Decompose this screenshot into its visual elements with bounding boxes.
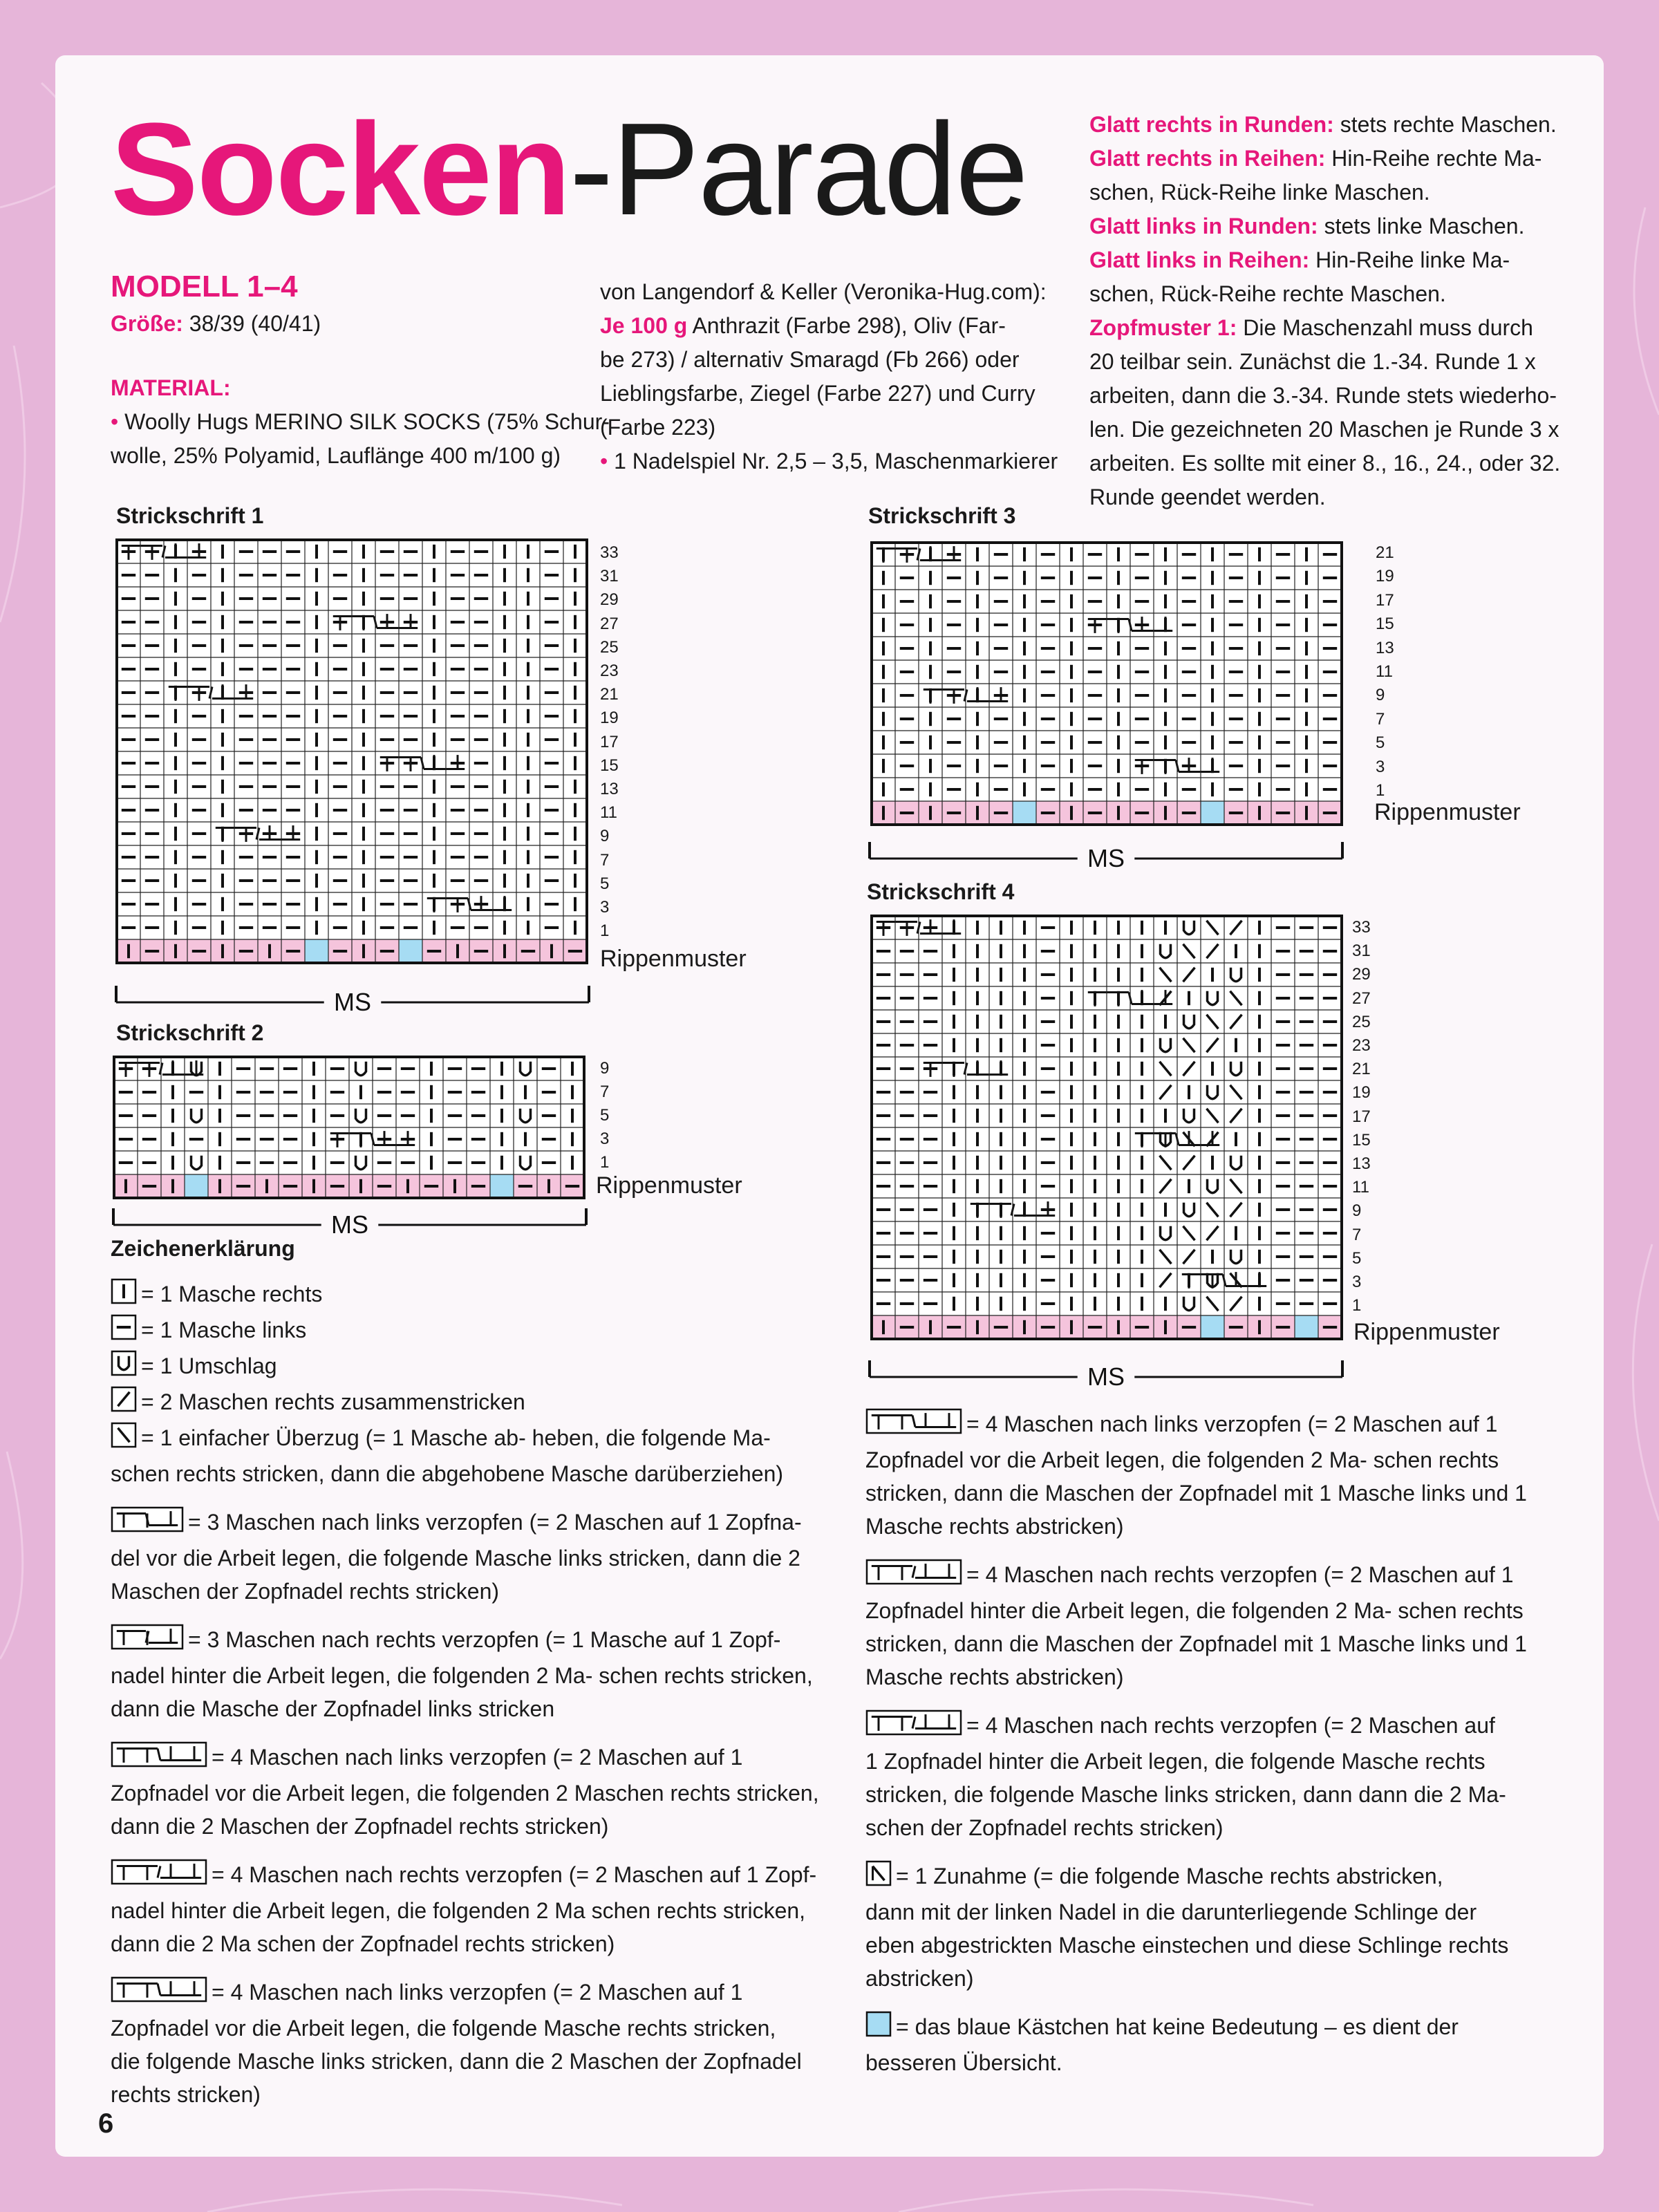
legend-item-c4rp	[865, 1558, 1557, 1694]
legend-item-yarnover	[111, 1349, 843, 1385]
size-label: Größe:	[111, 311, 183, 336]
pattern-line: arbeiten, dann die 3.-34. Runde stets wiederho-	[1089, 383, 1557, 408]
pattern-line: Runde geendet werden.	[1089, 485, 1326, 509]
chart-row-number: 17	[1352, 1107, 1371, 1126]
legend-text: = das blaue Kästchen hat keine Bedeutung – es dient der	[896, 2014, 1459, 2040]
pattern-bold: Glatt links in Runden:	[1089, 214, 1318, 238]
ms-bracket-svg	[868, 1356, 1344, 1391]
legend-right	[865, 1407, 1557, 2079]
chart4-grid	[870, 914, 1344, 1344]
rib-cell	[185, 1174, 208, 1198]
material-col2	[600, 275, 1058, 478]
skp-symbol-icon	[111, 1422, 137, 1457]
legend-item-c4l	[111, 1741, 843, 1843]
chart-row-number: 1	[600, 1153, 610, 1172]
pattern-line	[1089, 311, 1560, 345]
legend-item-c4lp-right	[865, 1407, 1557, 1543]
chart-row-number: 31	[1352, 941, 1371, 961]
chart-row-number: 3	[1352, 1273, 1362, 1291]
ms-bracket-svg	[115, 982, 590, 1016]
legend-text: stricken, die folgende Masche links stricken, dann dann die 2 Ma-	[865, 1782, 1506, 1808]
chart-row-number: 23	[600, 662, 619, 680]
size-line	[111, 307, 610, 341]
legend-text: eben abgestrickten Masche einstechen und diese Schlinge rechts	[865, 1933, 1509, 1958]
chart-row-number: 19	[600, 709, 619, 728]
chart-row-number: 9	[1352, 1201, 1362, 1221]
chart-row-number: 13	[600, 780, 619, 798]
rib-cell	[1295, 1315, 1318, 1339]
increase-symbol-icon	[865, 1860, 892, 1895]
legend-text: besseren Übersicht.	[865, 2050, 1062, 2076]
legend-item-c4r	[111, 1858, 843, 1960]
pattern-line	[1089, 243, 1560, 277]
chart-row-number: 15	[1376, 615, 1394, 634]
legend-text: dann die 2 Maschen der Zopfnadel rechts stricken)	[111, 1814, 609, 1839]
chart-row-number: 17	[1376, 590, 1394, 610]
title-socken: Socken	[111, 96, 570, 243]
page-number: 6	[98, 2108, 114, 2139]
chart-row-number: 25	[1352, 1012, 1371, 1031]
material-line: Woolly Hugs MERINO SILK SOCKS (75% Schur-	[118, 409, 610, 434]
knitting-chart-svg	[870, 914, 1344, 1341]
yarnover-symbol-icon	[111, 1350, 137, 1385]
chart-row-number: 13	[1376, 638, 1394, 657]
rib-cell	[1013, 801, 1036, 825]
chart-row-number: 3	[600, 898, 610, 917]
legend-text: Zopfnadel vor die Arbeit legen, die folgenden 2 Maschen rechts stricken,	[111, 1781, 819, 1806]
chart-row-number: 15	[1352, 1130, 1371, 1150]
chart-row-number: 27	[1352, 988, 1371, 1008]
pattern-text: Die Maschenzahl muss durch	[1237, 315, 1533, 340]
legend-text: die folgende Masche links stricken, dann die 2 Maschen der Zopfnadel	[111, 2049, 802, 2074]
pattern-text: stets linke Maschen.	[1318, 214, 1525, 238]
material-line: von Langendorf & Keller (Veronika-Hug.com):	[600, 279, 1047, 304]
legend-text: Zopfnadel hinter die Arbeit legen, die folgenden 2 Ma- schen rechts	[865, 1598, 1524, 1624]
legend-text: dann mit der linken Nadel in die darunterliegende Schlinge der	[865, 1900, 1477, 1925]
pattern-descriptions	[1089, 108, 1560, 514]
legend-text: schen der Zopfnadel rechts stricken)	[865, 1815, 1224, 1841]
cable-4-left-symbol-icon	[111, 1741, 207, 1777]
legend-text: = 1 Masche rechts	[141, 1282, 323, 1306]
material-line	[600, 309, 1058, 343]
chart-row-number: 13	[1352, 1154, 1371, 1173]
chart-row-number: 7	[600, 1082, 610, 1101]
chart1-ms-bracket	[115, 982, 590, 1016]
legend-text: = 2 Maschen rechts zusammenstricken	[141, 1389, 525, 1415]
legend-text: = 1 Masche links	[141, 1318, 307, 1343]
chart-row-number: 1	[1352, 1296, 1362, 1315]
legend-text: stricken, dann die Maschen der Zopfnadel mit 1 Masche links und 1	[865, 1631, 1527, 1657]
legend-text: Zopfnadel vor die Arbeit legen, die folgende Masche rechts stricken,	[111, 2016, 776, 2041]
rib-cell	[399, 939, 422, 963]
legend-text: del vor die Arbeit legen, die folgende Masche links stricken, dann die 2	[111, 1546, 800, 1571]
legend-text: = 1 einfacher Überzug (= 1 Masche ab- heben, die folgende Ma-	[141, 1425, 771, 1451]
title-parade: -Parade	[569, 96, 1027, 243]
pattern-line: 20 teilbar sein. Zunächst die 1.-34. Runde 1 x	[1089, 349, 1536, 374]
pattern-line: schen, Rück-Reihe linke Maschen.	[1089, 180, 1430, 205]
cable-4-left-purl-symbol-icon	[111, 1976, 207, 2012]
size-value: 38/39 (40/41)	[182, 311, 321, 336]
chart-row-number: 9	[600, 827, 610, 846]
chart2-rib-label: Rippenmuster	[596, 1172, 742, 1199]
legend-heading: Zeichenerklärung	[111, 1236, 295, 1261]
pattern-bold: Glatt rechts in Runden:	[1089, 112, 1334, 137]
ms-bracket-svg	[112, 1204, 588, 1239]
legend-item-c4lp	[111, 1976, 843, 2111]
chart-row-number: 5	[600, 874, 610, 893]
bullet: •	[600, 449, 608, 474]
pattern-text: Hin-Reihe rechte Ma-	[1325, 146, 1542, 171]
pattern-bold: Zopfmuster 1:	[1089, 315, 1237, 340]
legend-item-increase	[865, 1859, 1557, 1995]
chart4-rib-label: Rippenmuster	[1353, 1319, 1500, 1345]
chart-row-number: 1	[600, 921, 610, 941]
blue-box-icon	[865, 2011, 892, 2046]
material-line: wolle, 25% Polyamid, Lauflänge 400 m/100 g)	[111, 443, 561, 468]
legend-item-c4r-right	[865, 1709, 1557, 1844]
legend-item-purl	[111, 1313, 843, 1349]
chart-row-number: 21	[1352, 1060, 1371, 1079]
legend-text: schen rechts stricken, dann die abgehobene Masche darüberziehen)	[111, 1461, 784, 1487]
knitting-chart-svg	[870, 541, 1344, 827]
ms-label: MS	[334, 988, 371, 1016]
cable-4-left-purl-symbol-icon	[865, 1408, 962, 1443]
legend-text: nadel hinter die Arbeit legen, die folgenden 2 Ma schen rechts stricken,	[111, 1898, 806, 1924]
chart3-rib-label: Rippenmuster	[1374, 799, 1521, 825]
legend-item-blue-box	[865, 2010, 1557, 2079]
chart-row-number: 3	[600, 1130, 610, 1148]
legend-text: dann die Masche der Zopfnadel links stricken	[111, 1696, 555, 1722]
pattern-line: arbeiten. Es sollte mit einer 8., 16., 24., oder 32.	[1089, 451, 1561, 476]
chart4-ms-bracket	[868, 1356, 1344, 1391]
material-line: Lieblingsfarbe, Ziegel (Farbe 227) und Curry	[600, 381, 1035, 406]
cable-4-right-symbol-icon	[865, 1709, 962, 1745]
chart2-grid	[112, 1055, 586, 1203]
legend-text: 1 Zopfnadel hinter die Arbeit legen, die folgende Masche rechts	[865, 1749, 1485, 1774]
chart-row-number: 5	[1352, 1248, 1362, 1268]
legend-text: dann die 2 Ma schen der Zopfnadel rechts stricken)	[111, 1931, 615, 1957]
chart-row-number: 17	[600, 732, 619, 751]
pattern-line: schen, Rück-Reihe rechte Maschen.	[1089, 281, 1446, 306]
legend-text: = 4 Maschen nach rechts verzopfen (= 2 Maschen auf	[966, 1713, 1495, 1738]
chart-row-number: 9	[600, 1059, 610, 1078]
legend-text: Masche rechts abstricken)	[865, 1514, 1124, 1539]
cable-4-right-purl-symbol-icon	[865, 1559, 962, 1594]
pattern-bold: Glatt rechts in Reihen:	[1089, 146, 1326, 171]
chart-row-number: 11	[1376, 662, 1393, 681]
legend-item-c3r	[111, 1623, 843, 1725]
legend-text: = 3 Maschen nach rechts verzopfen (= 1 Masche auf 1 Zopf-	[188, 1627, 781, 1653]
legend-text: = 1 Zunahme (= die folgende Masche rechts abstricken,	[896, 1864, 1443, 1889]
pattern-text: stets rechte Maschen.	[1333, 112, 1557, 137]
legend-text: = 4 Maschen nach links verzopfen (= 2 Maschen auf 1	[212, 1980, 743, 2005]
chart-row-number: 33	[600, 543, 619, 562]
chart1-rib-label: Rippenmuster	[600, 946, 747, 972]
legend-text: = 1 Umschlag	[141, 1353, 277, 1379]
knit-symbol-icon	[111, 1278, 137, 1313]
legend-text: = 4 Maschen nach rechts verzopfen (= 2 Maschen auf 1	[966, 1562, 1514, 1588]
chart-row-number: 9	[1376, 686, 1385, 705]
chart-row-number: 7	[600, 850, 610, 870]
chart-row-number: 27	[600, 614, 619, 633]
legend-text: rechts stricken)	[111, 2082, 261, 2108]
model-block	[111, 270, 610, 473]
chart-row-number: 5	[1376, 733, 1385, 753]
chart-row-number: 19	[1376, 567, 1394, 586]
chart3-title: Strickschrift 3	[868, 503, 1016, 528]
chart3-ms-bracket	[868, 838, 1344, 872]
chart-row-number: 23	[1352, 1036, 1371, 1055]
legend-text: = 4 Maschen nach links verzopfen (= 2 Maschen auf 1	[212, 1745, 743, 1770]
ms-label: MS	[1087, 1362, 1125, 1391]
chart-row-number: 21	[1376, 543, 1394, 562]
chart-row-number: 7	[1376, 709, 1385, 729]
legend-item-c3l	[111, 1506, 843, 1608]
chart-row-number: 29	[1352, 965, 1371, 984]
legend-left	[111, 1277, 843, 2111]
material-line	[600, 444, 1058, 478]
page-title	[111, 96, 1027, 243]
material-text: 1 Nadelspiel Nr. 2,5 – 3,5, Maschenmarkierer	[608, 449, 1058, 474]
chart3-grid	[870, 541, 1344, 830]
chart1-title: Strickschrift 1	[116, 503, 264, 528]
rib-cell	[1201, 801, 1224, 825]
pattern-line	[1089, 108, 1560, 142]
chart2-title: Strickschrift 2	[116, 1020, 264, 1045]
chart-row-number: 31	[600, 567, 619, 586]
legend-text: abstricken)	[865, 1966, 974, 1991]
material-bold: Je 100 g	[600, 313, 688, 338]
legend-text: = 4 Maschen nach rechts verzopfen (= 2 Maschen auf 1 Zopf-	[212, 1862, 817, 1888]
pattern-bold: Glatt links in Reihen:	[1089, 247, 1310, 272]
cable-3-left-symbol-icon	[111, 1506, 184, 1541]
legend-text: nadel hinter die Arbeit legen, die folgenden 2 Ma- schen rechts stricken,	[111, 1663, 813, 1689]
cable-4-right-symbol-icon	[111, 1859, 207, 1894]
chart-row-number: 15	[600, 756, 619, 775]
rib-cell	[490, 1174, 514, 1198]
chart-row-number: 25	[600, 637, 619, 657]
knitting-chart-svg	[115, 538, 589, 965]
chart1-grid	[115, 538, 589, 968]
purl-symbol-icon	[111, 1314, 137, 1349]
bullet: •	[111, 409, 119, 434]
chart4-title: Strickschrift 4	[867, 879, 1015, 904]
pattern-line	[1089, 142, 1560, 176]
material-heading: MATERIAL:	[111, 375, 231, 400]
legend-item-skp	[111, 1421, 843, 1490]
rib-cell	[1201, 1315, 1224, 1339]
model-heading: MODELL 1–4	[111, 270, 298, 303]
pattern-line	[1089, 209, 1560, 243]
material-item1	[111, 405, 610, 439]
chart-row-number: 1	[1376, 781, 1385, 800]
legend-text: Zopfnadel vor die Arbeit legen, die folgenden 2 Ma- schen rechts	[865, 1447, 1499, 1473]
material-line: be 273) / alternativ Smaragd (Fb 266) oder	[600, 347, 1020, 372]
legend-text: Masche rechts abstricken)	[865, 1665, 1124, 1690]
cable-3-right-symbol-icon	[111, 1624, 184, 1659]
legend-item-knit	[111, 1277, 843, 1313]
chart-row-number: 11	[600, 803, 617, 823]
legend-text: = 4 Maschen nach links verzopfen (= 2 Maschen auf 1	[966, 1412, 1498, 1436]
k2tog-symbol-icon	[111, 1386, 137, 1421]
pattern-text: Hin-Reihe linke Ma-	[1309, 247, 1510, 272]
legend-item-k2tog	[111, 1385, 843, 1421]
knitting-chart-svg	[112, 1055, 586, 1200]
chart-row-number: 33	[1352, 918, 1371, 937]
chart-row-number: 11	[1352, 1178, 1369, 1197]
chart-row-number: 29	[600, 590, 619, 610]
legend-text: stricken, dann die Maschen der Zopfnadel mit 1 Masche links und 1	[865, 1481, 1527, 1506]
chart-row-number: 5	[600, 1106, 610, 1125]
material-text: Anthrazit (Farbe 298), Oliv (Far-	[687, 313, 1006, 338]
chart-row-number: 21	[600, 685, 619, 704]
ms-label: MS	[1087, 844, 1125, 872]
chart2-ms-bracket	[112, 1204, 588, 1239]
material-line: (Farbe 223)	[600, 415, 716, 440]
ms-label: MS	[331, 1210, 368, 1239]
chart-row-number: 19	[1352, 1083, 1371, 1103]
pattern-line: len. Die gezeichneten 20 Maschen je Runde 3 x	[1089, 417, 1559, 442]
legend-text: Maschen der Zopfnadel rechts stricken)	[111, 1579, 500, 1604]
chart-row-number: 7	[1352, 1225, 1362, 1244]
chart-row-number: 3	[1376, 757, 1385, 776]
legend-text: = 3 Maschen nach links verzopfen (= 2 Maschen auf 1 Zopfna-	[188, 1510, 802, 1535]
rib-cell	[305, 939, 328, 963]
ms-bracket-svg	[868, 838, 1344, 872]
